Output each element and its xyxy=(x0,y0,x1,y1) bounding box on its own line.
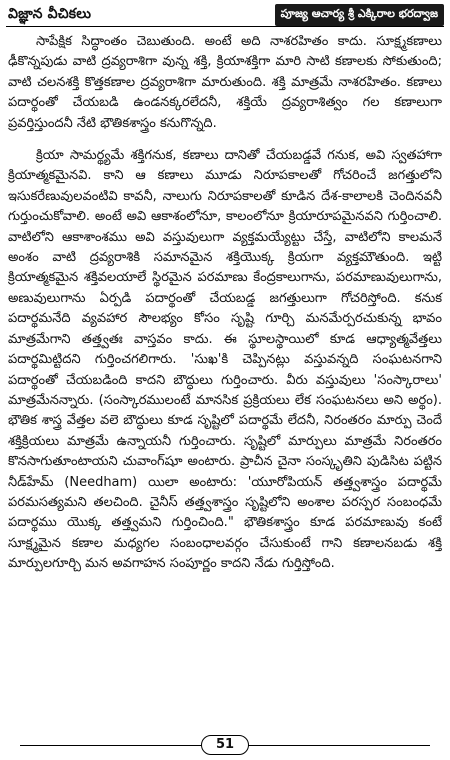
paragraph: సాపేక్షిక సిద్ధాంతం చెబుతుంది. అంటే అది నాశరహితం కాదు. సూక్ష్మకణాలు ఢీకొన్నపుడు వాటి ద్రవ్యరాశిగా వున్న శక్తి, క్రియాశక్తిగా మారి సాటి కణాలకు సోకుతుంది; వాటి చలనశక్తి కొత్తకణాల ద్రవ్యరాశిగా మారుతుంది. శక్తి మాత్రమే నాశరహితం. కణాలు పదార్థంతో చేయబడి ఉండనక్కరలేదనీ, శక్తియే ద్రవ్యరాశిత్వం గల కణాలుగా ప్రవర్తిస్తుందనీ నేటి భౌతికశాస్త్రం కనుగొన్నది. xyxy=(8,34,442,131)
page-footer xyxy=(0,734,450,756)
author-name-box: పూజ్య ఆచార్య శ్రీ ఎక్కిరాల భరద్వాజ xyxy=(275,4,444,26)
page-header xyxy=(6,4,444,27)
page-number: 51 xyxy=(201,735,249,755)
paragraph: క్రియా సామర్థ్యమే శక్తిగనుక, కణాలు దానితో చేయబడ్డవే గనుక, అవి స్వతహాగా క్రియాత్మకమైనవి. కాని ఆ కణాలు మూడు నిరూపకాలతో గోచరించే జగత్తులోని ఇసుకరేణువులవంటివి కావనీ, నాలుగు నిరూపకాలతో కూడిన దేశ-కాలాలకి చెందినవనీ గుర్తుంచుకోవాలి. అంటే అవి ఆకాశంలోనూ, కాలంలోనూ క్రియారూపమైనవని గుర్తించాలి. వాటిలోని ఆకాశాంశము అవి వస్తువులుగా వ్యక్తమయ్యేట్టు చేస్తే, వాటిలోని కాలమనే అంశం వాటి ద్రవ్యరాశికి సమానమైన శక్తియొక్క క్రియగా వ్యక్తమౌతుంది. ఇట్టి క్రియాత్మకమైన శక్తివలయాలే స్థిరమైన పరమాణు కేంద్రకాలుగాను, పరమాణువులుగాను, అణువులుగాను ఏర్పడి పదార్థంతో చేయబడ్డ జగత్తులుగా గోచరిస్తోంది. కనుక పదార్థమనేది వ్యవహార సౌలభ్యం కోసం సృష్టి గూర్చి మనమేర్పరచుకున్న భావం మాత్రమేగాని తత్త్వతః వాస్తవం కాదు. ఈ స్థూలస్థాయిలో కూడ ఆధ్యాత్మవేత్తలు పదార్థమిట్టిదని గుర్తించగలిగారు. 'సుఖ'కి చెప్పినట్లు వస్తువన్నది సంఘటనగాని పదార్థంతో చేయబడింది కాదని బౌద్ధులు గుర్తించారు. వీరు వస్తువులు 'సంస్కారాలు' మాత్రమేనన్నారు. (సంస్కారములంటే మానసిక ప్రక్రియలు లేక సంఘటనలు అని అర్థం). భౌతిక శాస్త్ర వేత్తల వలె బౌద్ధులు కూడ సృష్టిలో పదార్థమే లేదనీ, నిరంతరం మార్పు చెందే శక్తిక్రియలు మాత్రమే ఉన్నాయనీ గుర్తించారు. సృష్టిలో మార్పులు మాత్రమే నిరంతరం కొనసాగుతూంటాయని చువాంగ్‌షూ అంటారు. ప్రాచీన చైనా సంస్కృతిని పుడిసిట పట్టిన నీడ్‌హేమ్ (Needham) యిలా అంటారు: 'యూరోపియన్ తత్త్వశాస్త్రం పదార్థమే పరమసత్యమని తలచింది. చైనీస్ తత్త్వశాస్త్రం సృష్టిలోని అంశాల పరస్పర సంబంధమే పదార్థము యొక్క తత్త్వమని గుర్తించింది." భౌతికశాస్త్రం కూడ పరమాణువు కంటే సూక్ష్మమైన కణాల మధ్యగల సంబంధాలవర్గం చేసుకుంటే గాని కణాలనబడు శక్తి మార్పులగూర్చి మన అవగాహన సంపూర్ణం కాదని నేడు గుర్తిస్తోంది. xyxy=(8,148,442,572)
body-text xyxy=(8,32,442,575)
book-title: విజ్ఞాన వీచికలు xyxy=(8,5,92,22)
